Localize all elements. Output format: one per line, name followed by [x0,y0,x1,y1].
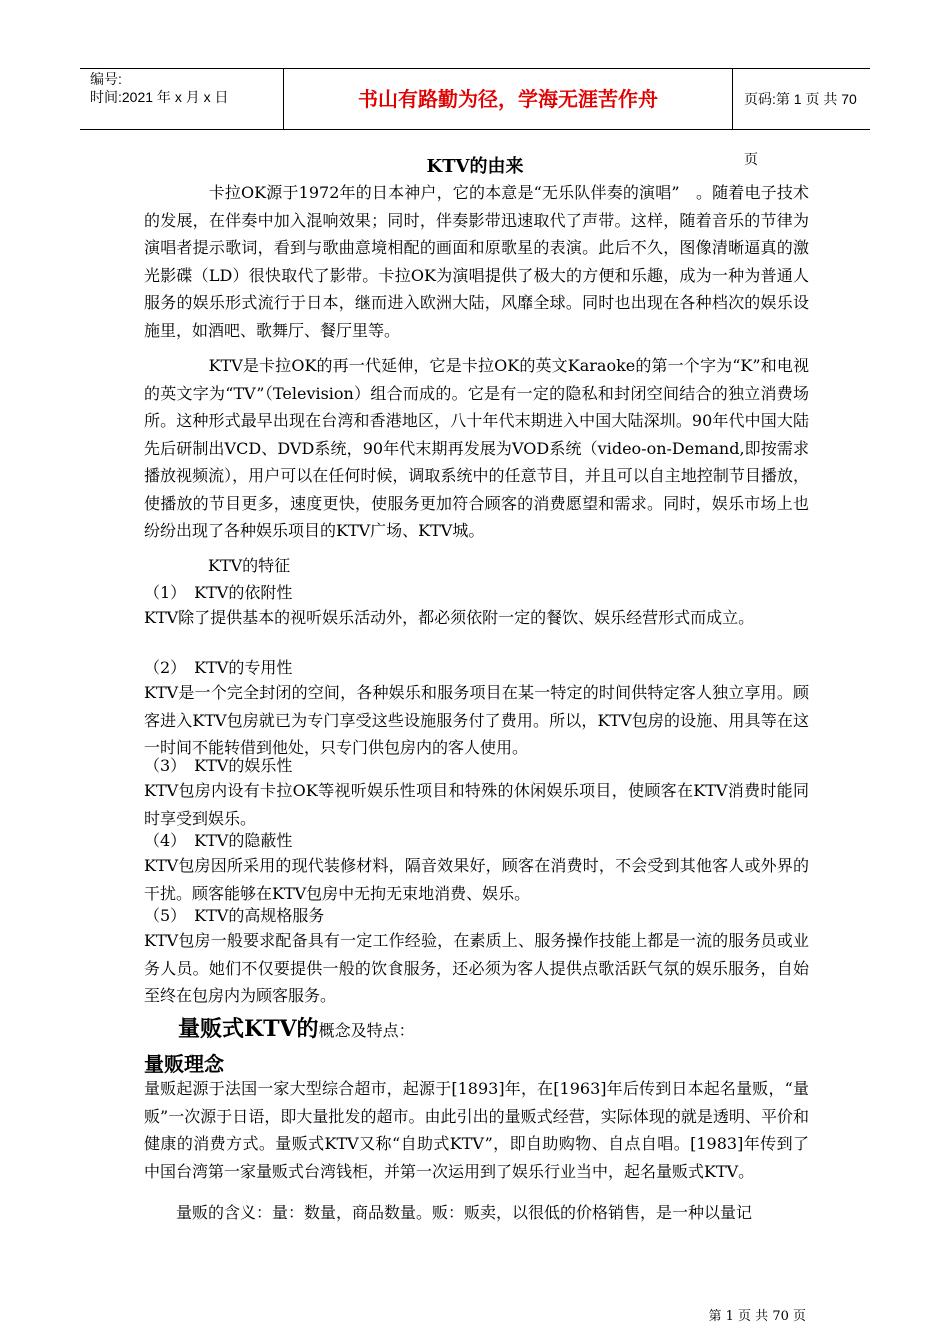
feature-3-heading: （3） KTV的娱乐性 [144,756,293,775]
intro-paragraph-1: 卡拉OK源于1972年的日本神户，它的本意是“无乐队伴奏的演唱” 。随着电子技术的发展，在伴奏中加入混响效果；同时，伴奏影带迅速取代了声带。这样，随着音乐的节律为演唱者提示歌词，看到与歌曲意境相配的画面和原歌星的表演。此后不久，图像清晰逼真的激光影碟（LD）很快取代了影带。卡拉OK为演唱提供了极大的方便和乐趣，成为一种为普通人服务的娱乐形式流行于日本，继而进入欧洲大陆，风靡全球。同时也出现在各种档次的娱乐设施里，如酒吧、歌舞厅、餐厅里等。 [144,183,809,340]
liangfan-paragraph-2: 量贩的含义：量：数量，商品数量。贩：贩卖，以很低的价格销售，是一种以量记 [144,1203,753,1222]
feature-1-text: KTV除了提供基本的视听娱乐活动外，都必须依附一定的餐饮、娱乐经营形式而成立。 [144,608,755,627]
footer-page-number: 第 1 页 共 70 页 [708,1309,806,1324]
feature-5-text: KTV包房一般要求配备具有一定工作经验，在素质上、服务操作技能上都是一流的服务员或业务人员。她们不仅要提供一般的饮食服务，还必须为客人提供点歌活跃气氛的娱乐服务，自始至终在包房内为顾客服务。 [144,931,809,1005]
section-heading [178,1012,415,1043]
intro-paragraph-2: KTV是卡拉OK的再一代延伸，它是卡拉OK的英文Karaoke的第一个字为“K”和电视的英文字为“TV”（Television）组合而成的。它是有一定的隐私和封闭空间结合的独立消费场所。这种形式最早出现在台湾和香港地区，八十年代末期进入中国大陆深圳。90年代中国大陆先后研制出VCD、DVD系统，90年代末期再发展为VOD系统（video-on-Demand,即按需求播放视频流），用户可以在任何时候，调取系统中的任意节目，并且可以自主地控制节目播放，使播放的节目更多，速度更快，使服务更加符合顾客的消费愿望和需求。同时，娱乐市场上也纷纷出现了各种娱乐项目的KTV广场、KTV城。 [144,356,809,540]
header-page-label: 页码:第 1 页 共 70 页 [744,91,857,167]
liangfan-paragraph-1: 量贩起源于法国一家大型综合超市，起源于[1893]年，在[1963]年后传到日本起名量贩，“量贩”一次源于日语，即大量批发的超市。由此引出的量贩式经营，实际体现的就是透明、平价和健康的消费方式。量贩式KTV又称“自助式KTV”，即自助购物、自点自唱。[1983]年传到了中国台湾第一家量贩式台湾钱柜，并第一次运用到了娱乐行业当中，起名量贩式KTV。 [144,1079,809,1181]
section-heading-main: 量贩式KTV的 [178,1016,319,1042]
section-heading-suffix: 概念及特点： [318,1021,415,1040]
subsection-heading: 量贩理念 [144,1052,224,1076]
header-info-cell [80,69,283,129]
document-title: KTV的由来 [426,156,524,177]
feature-2-heading: （2） KTV的专用性 [144,658,293,677]
feature-1-heading: （1） KTV的依附性 [144,583,293,602]
feature-4-text: KTV包房因所采用的现代装修材料，隔音效果好，顾客在消费时，不会受到其他客人或外界的干扰。顾客能够在KTV包房中无拘无束地消费、娱乐。 [144,856,809,903]
feature-5-heading: （5） KTV的高规格服务 [144,906,325,925]
header-motto: 书山有路勤为径，学海无涯苦作舟 [283,69,733,129]
feature-4-heading: （4） KTV的隐蔽性 [144,831,293,850]
header-time-label: 时间:2021 年 x 月 x 日 [90,89,229,105]
features-heading: KTV的特征 [144,556,291,575]
header-number-label: 编号: [90,71,122,87]
feature-2-text: KTV是一个完全封闭的空间，各种娱乐和服务项目在某一特定的时间供特定客人独立享用。顾客进入KTV包房就已为专门享受这些设施服务付了费用。所以，KTV包房的设施、用具等在这一时间不能转借到他处，只专门供包房内的客人使用。 [144,683,809,757]
feature-3-text: KTV包房内设有卡拉OK等视听娱乐性项目和特殊的休闲娱乐项目，使顾客在KTV消费时能同时享受到娱乐。 [144,781,809,828]
